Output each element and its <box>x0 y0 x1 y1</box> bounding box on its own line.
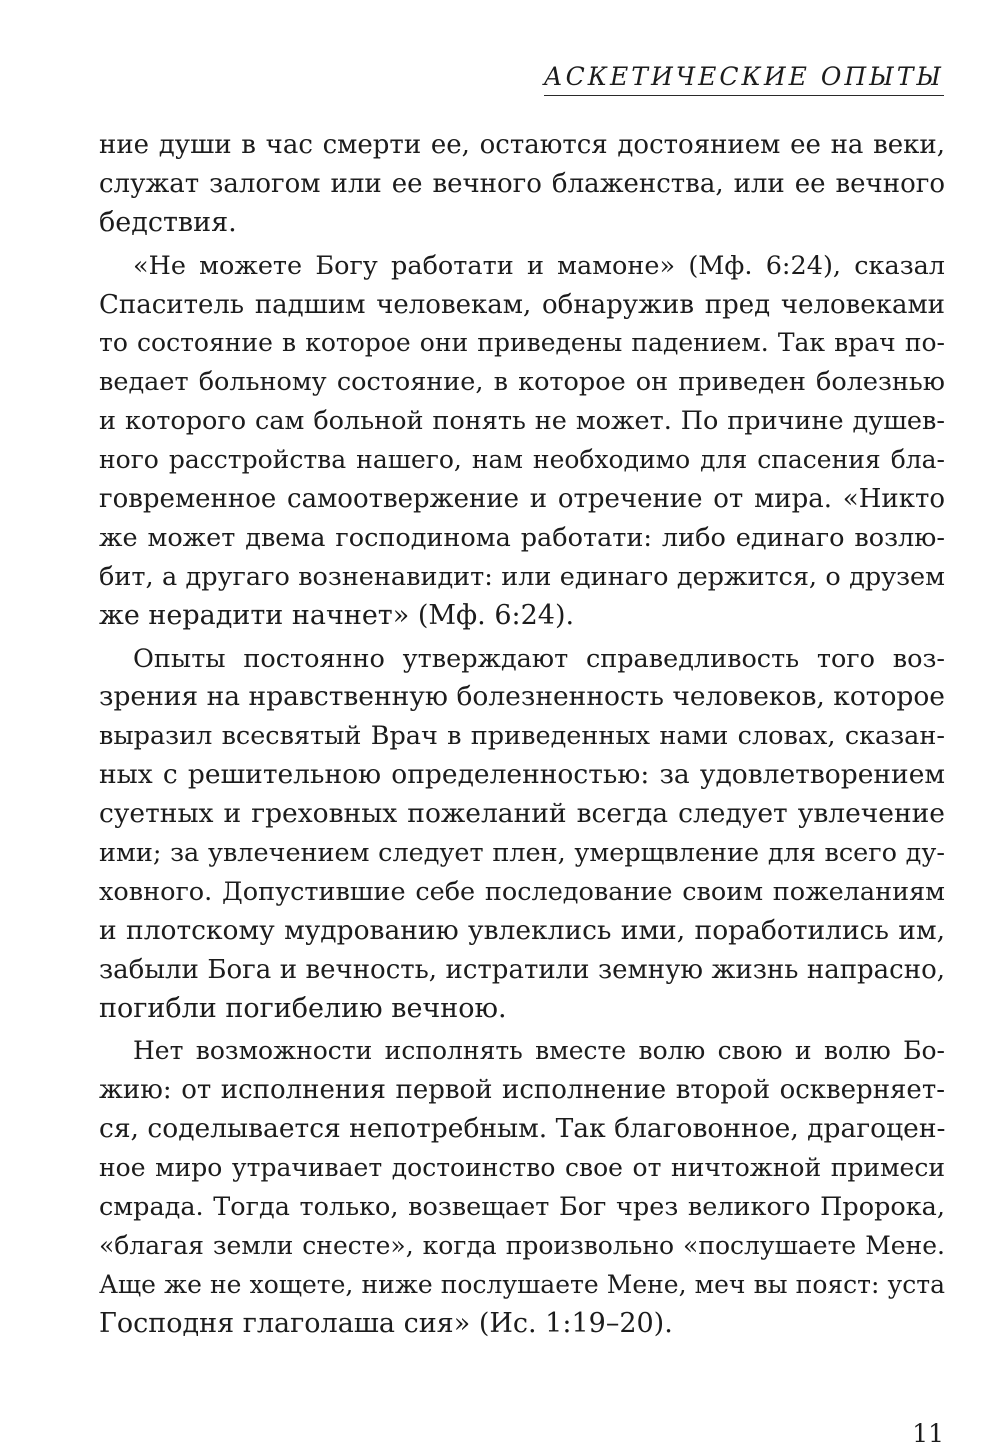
text-line: бит, а другаго возненавидит: или единаго держится, о друзем <box>99 561 945 592</box>
text-line: то состояние в которое они приведены падением. Так врач по- <box>99 328 945 358</box>
paragraph <box>99 126 945 243</box>
text-line: Господня глаголаша сия» (Ис. 1:19–20). <box>99 1307 673 1339</box>
text-line: зрения на нравственную болезненность человеков, которое <box>99 681 945 713</box>
paragraph <box>99 1032 945 1343</box>
paragraph <box>99 640 945 1029</box>
text-line: смрада. Тогда только, возвещает Бог чрез великого Пророка, <box>99 1192 945 1223</box>
text-line: «благая земли снесте», когда произвольно «послушаете Мене. <box>99 1230 945 1260</box>
text-line: и плотскому мудрованию увлеклись ими, поработились им, <box>99 914 945 946</box>
text-line: ховного. Допустившие себе последование своим пожеланиям <box>99 876 945 907</box>
text-line: ся, соделывается непотребным. Так благовонное, драгоцен- <box>99 1113 946 1145</box>
text-line: Опыты постоянно утверждают справедливость того воз- <box>133 643 945 674</box>
text-line: Нет возможности исполнять вместе волю свою и волю Бо- <box>133 1036 945 1066</box>
text-line: ведает больному состояние, в которое он приведен болезнью <box>99 367 945 398</box>
text-line: служат залогом или ее вечного блаженства, или ее вечного <box>99 168 945 199</box>
text-line: бедствия. <box>99 206 237 238</box>
text-line: ных с решительною определенностью: за удовлетворением <box>99 759 945 791</box>
text-line: Аще же не хощете, ниже послушаете Мене, меч вы пояст: уста <box>99 1269 945 1299</box>
text-line: суетных и греховных пожеланий всегда следует увлечение <box>99 798 945 830</box>
text-line: и которого сам больной понять не может. По причине душев- <box>99 406 945 437</box>
text-line: ние души в час смерти ее, остаются достоянием ее на веки, <box>99 130 945 160</box>
text-line: выразил всесвятый Врач в приведенных нами словах, сказан- <box>99 721 945 752</box>
text-line: говременное самоотвержение и отречение от мира. «Никто <box>99 484 945 515</box>
text-line: жию: от исполнения первой исполнение второй оскверняет- <box>99 1075 945 1106</box>
text-line: же нерадити начнет» (Мф. 6:24). <box>99 599 575 631</box>
text-line: «Не можете Богу работати и мамоне» (Мф. 6:24), сказал <box>133 250 945 281</box>
text-line: забыли Бога и вечность, истратили земную жизнь напрасно, <box>99 954 945 985</box>
text-line: же может двема господинома работати: либо единаго возлю- <box>99 522 945 553</box>
running-head: АСКЕТИЧЕСКИЕ ОПЫТЫ <box>544 62 944 96</box>
page-number: 11 <box>912 1419 944 1448</box>
body-text <box>99 126 945 1344</box>
text-line: ного расстройства нашего, нам необходимо для спасения бла- <box>99 445 945 475</box>
text-line: погибли погибелию вечною. <box>99 992 507 1024</box>
paragraph <box>99 247 945 636</box>
text-line: Спаситель падшим человекам, обнаружив пред человеками <box>99 289 945 320</box>
text-line: ное миро утрачивает достоинство свое от ничтожной примеси <box>99 1153 945 1183</box>
text-line: ими; за увлечением следует плен, умерщвление для всего ду- <box>99 838 945 869</box>
